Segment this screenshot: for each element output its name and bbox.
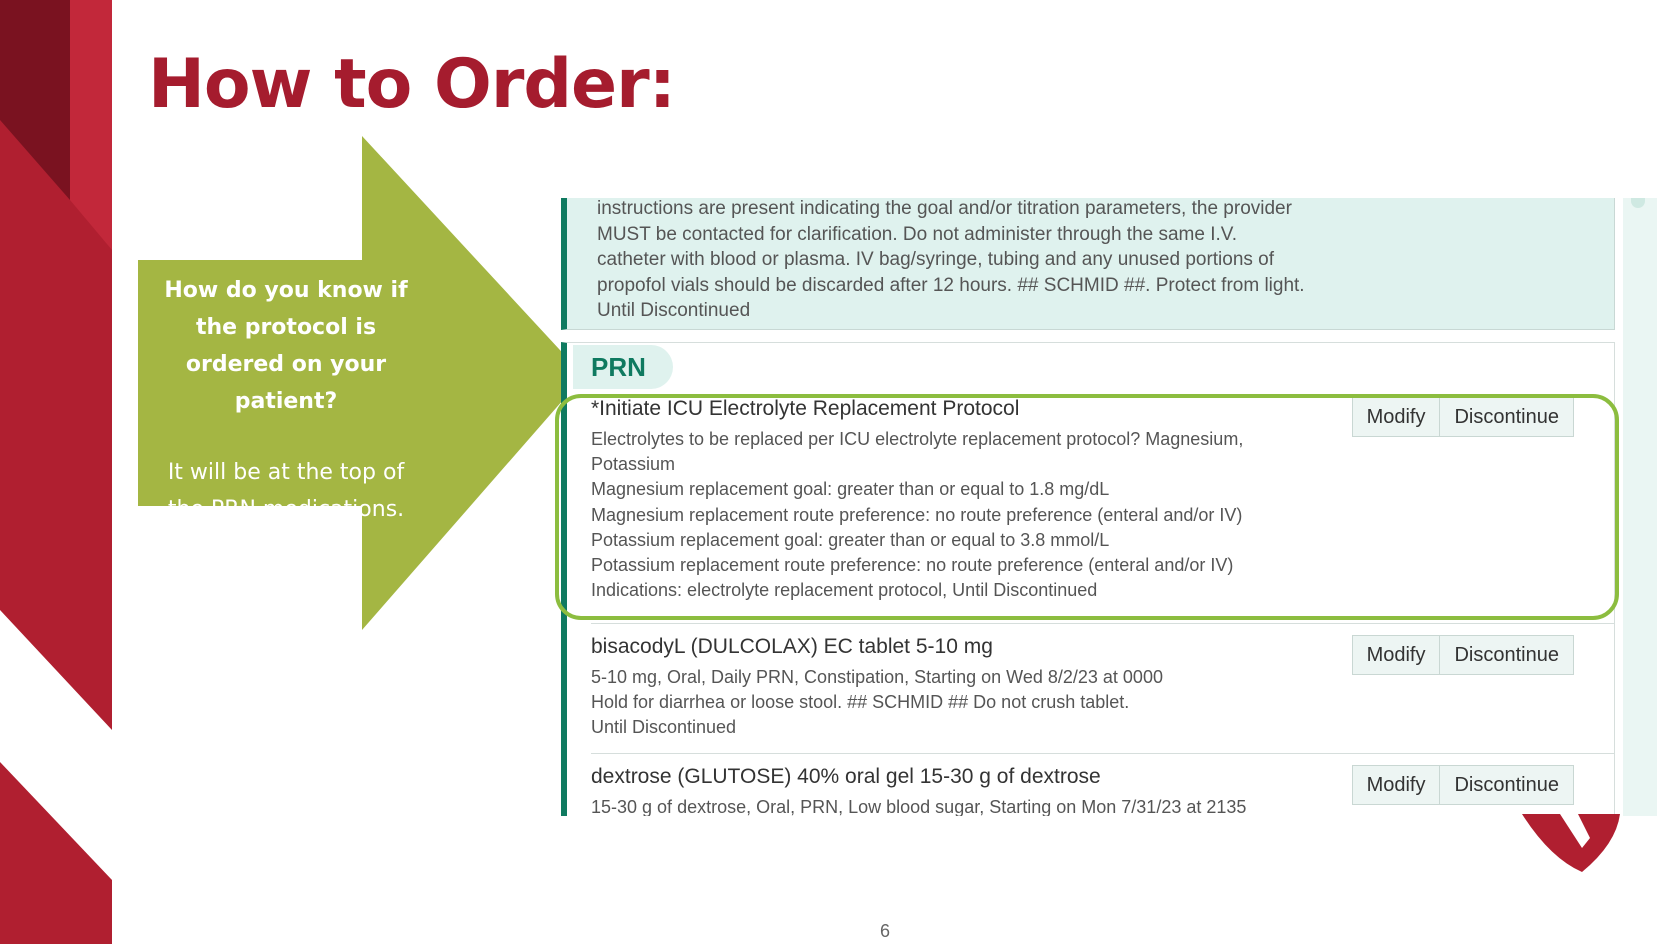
order-detail-line: Magnesium replacement route preference: no route preference (enteral and/or IV) — [591, 504, 1243, 525]
order-detail-line: catheter with blood or plasma. IV bag/syringe, tubing and any unused portions of — [597, 249, 1275, 270]
order-detail-line: propofol vials should be discarded after 12 hours. ## SCHMID ##. Protect from light. — [597, 274, 1305, 296]
order-detail-line: Potassium — [591, 454, 676, 475]
order-detail-line: Potassium replacement route preference: no route preference (enteral and/or IV) — [591, 555, 1234, 576]
order-detail-line: Magnesium replacement goal: greater than or equal to 1.8 mg/dL — [591, 479, 1110, 500]
order-detail-line: Hold for diarrhea or loose stool. ## SCHMID ## Do not crush tablet. — [591, 692, 1130, 713]
order-detail-line: instructions are present indicating the goal and/or titration parameters, the provider — [597, 198, 1292, 219]
scrollbar-track[interactable] — [1623, 198, 1657, 816]
order-item-bisacodyl[interactable] — [591, 633, 1614, 741]
scrollbar-thumb[interactable] — [1631, 198, 1645, 208]
order-detail-line: 5-10 mg, Oral, Daily PRN, Constipation, Starting on Wed 8/2/23 at 0000 — [591, 667, 1163, 687]
logo-mark-icon — [1520, 814, 1620, 874]
order-item-dextrose[interactable] — [591, 763, 1614, 816]
order-detail-line: 15-30 g of dextrose, Oral, PRN, Low blood sugar, Starting on Mon 7/31/23 at 2135 — [591, 797, 1247, 816]
order-name[interactable]: dextrose (GLUTOSE) 40% oral gel 15-30 g of dextrose — [591, 765, 1101, 788]
order-detail-line: Until Discontinued — [597, 300, 751, 321]
ehr-orders-panel — [561, 198, 1657, 816]
order-detail-line: MUST be contacted for clarification. Do not administer through the same I.V. — [597, 223, 1237, 245]
order-detail-line: Indications: electrolyte replacement protocol, Until Discontinued — [591, 580, 1098, 601]
order-divider — [591, 623, 1614, 624]
previous-order-card — [561, 198, 1615, 330]
callout-answer: It will be at the top of the PRN medications. — [167, 460, 405, 522]
callout-text — [148, 272, 424, 528]
order-divider — [591, 753, 1614, 754]
modify-button[interactable]: Modify — [1352, 397, 1441, 437]
left-decorative-band — [0, 0, 112, 944]
modify-button[interactable]: Modify — [1352, 635, 1441, 675]
slide-title: How to Order: — [148, 45, 675, 124]
order-name[interactable]: *Initiate ICU Electrolyte Replacement Protocol — [591, 397, 1020, 420]
discontinue-button[interactable]: Discontinue — [1440, 397, 1574, 437]
callout-arrow — [138, 136, 586, 630]
modify-button[interactable]: Modify — [1352, 765, 1441, 805]
discontinue-button[interactable]: Discontinue — [1440, 765, 1574, 805]
order-item-electrolyte-protocol[interactable] — [591, 395, 1614, 603]
order-detail-line: Until Discontinued — [591, 717, 737, 738]
order-name[interactable]: bisacodyL (DULCOLAX) EC tablet 5-10 mg — [591, 635, 993, 658]
discontinue-button[interactable]: Discontinue — [1440, 635, 1574, 675]
order-detail-line: Potassium replacement goal: greater than or equal to 3.8 mmol/L — [591, 529, 1110, 550]
page-number: 6 — [880, 921, 891, 941]
prn-section — [561, 342, 1615, 816]
prn-section-label: PRN — [573, 345, 673, 389]
callout-question: How do you know if the protocol is ordered on your patient? — [164, 278, 408, 414]
order-detail-line: Electrolytes to be replaced per ICU electrolyte replacement protocol? Magnesium, — [591, 429, 1244, 449]
